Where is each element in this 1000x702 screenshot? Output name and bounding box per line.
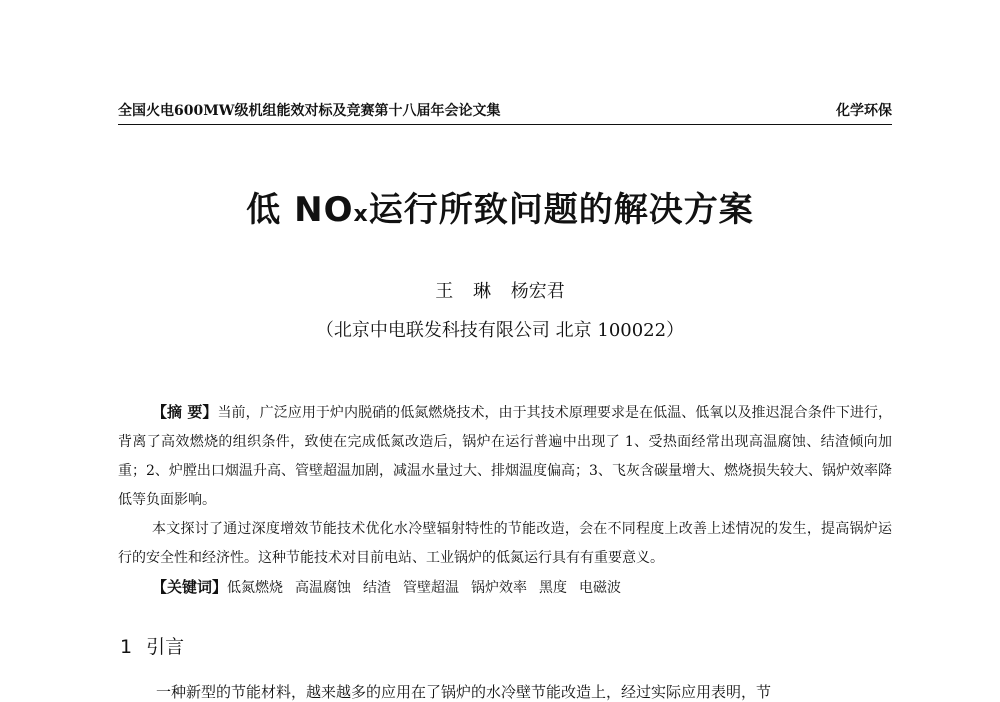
section-heading [120, 632, 184, 659]
section-title: 引言 [146, 636, 185, 658]
keyword: 结渣 [363, 580, 392, 596]
title-part-2: 运行所致问题的解决方案 [368, 190, 754, 230]
abstract-text: 当前，广泛应用于炉内脱硝的低氮燃烧技术，由于其技术原理要求是在低温、低氧以及推迟混合条件下进行，背离了高效燃烧的组织条件，致使在完成低氮改造后，锅炉在运行普遍中出现了 1、受热面经常出现高温腐蚀、结渣倾向加重；2、炉膛出口烟温升高、管壁超温加剧，减温水量过大、排烟温度偏高；3、飞灰含碳量增大、燃烧损失较大、锅炉效率降低等负面影响。 [118, 405, 892, 508]
title-part-1: 低 NO [246, 190, 354, 230]
author-affiliation: （北京中电联发科技有限公司 北京 100022） [315, 320, 685, 341]
keyword: 管壁超温 [403, 580, 460, 596]
header-section-label: 化学环保 [836, 103, 892, 119]
header-proceedings-title: 全国火电600MW级机组能效对标及竞赛第十八届年会论文集 [118, 103, 501, 119]
keyword: 黑度 [539, 580, 568, 596]
author-names: 王 琳 杨宏君 [435, 281, 565, 302]
title-subscript: x [353, 202, 369, 227]
running-header [118, 100, 892, 125]
abstract-label: 【摘 要】 [152, 403, 218, 421]
keywords-line [118, 573, 892, 603]
section-number: 1 [120, 636, 133, 658]
body-text-first-line: 一种新型的节能材料，越来越多的应用在了锅炉的水冷壁节能改造上，经过实际应用表明，节 [156, 683, 772, 701]
keywords-label: 【关键词】 [152, 578, 228, 596]
keyword: 锅炉效率 [471, 580, 528, 596]
abstract-paragraph-2: 本文探讨了通过深度增效节能技术优化水冷壁辐射特性的节能改造，会在不同程度上改善上述情况的发生，提高锅炉运行的安全性和经济性。这种节能技术对目前电站、工业锅炉的低氮运行具有有重要意义。 [118, 521, 892, 566]
keyword: 高温腐蚀 [295, 580, 352, 596]
abstract-block [118, 398, 892, 603]
keyword: 低氮燃烧 [227, 580, 284, 596]
abstract-paragraph [118, 398, 892, 515]
paper-title [0, 182, 1000, 231]
keyword: 电磁波 [579, 580, 622, 596]
